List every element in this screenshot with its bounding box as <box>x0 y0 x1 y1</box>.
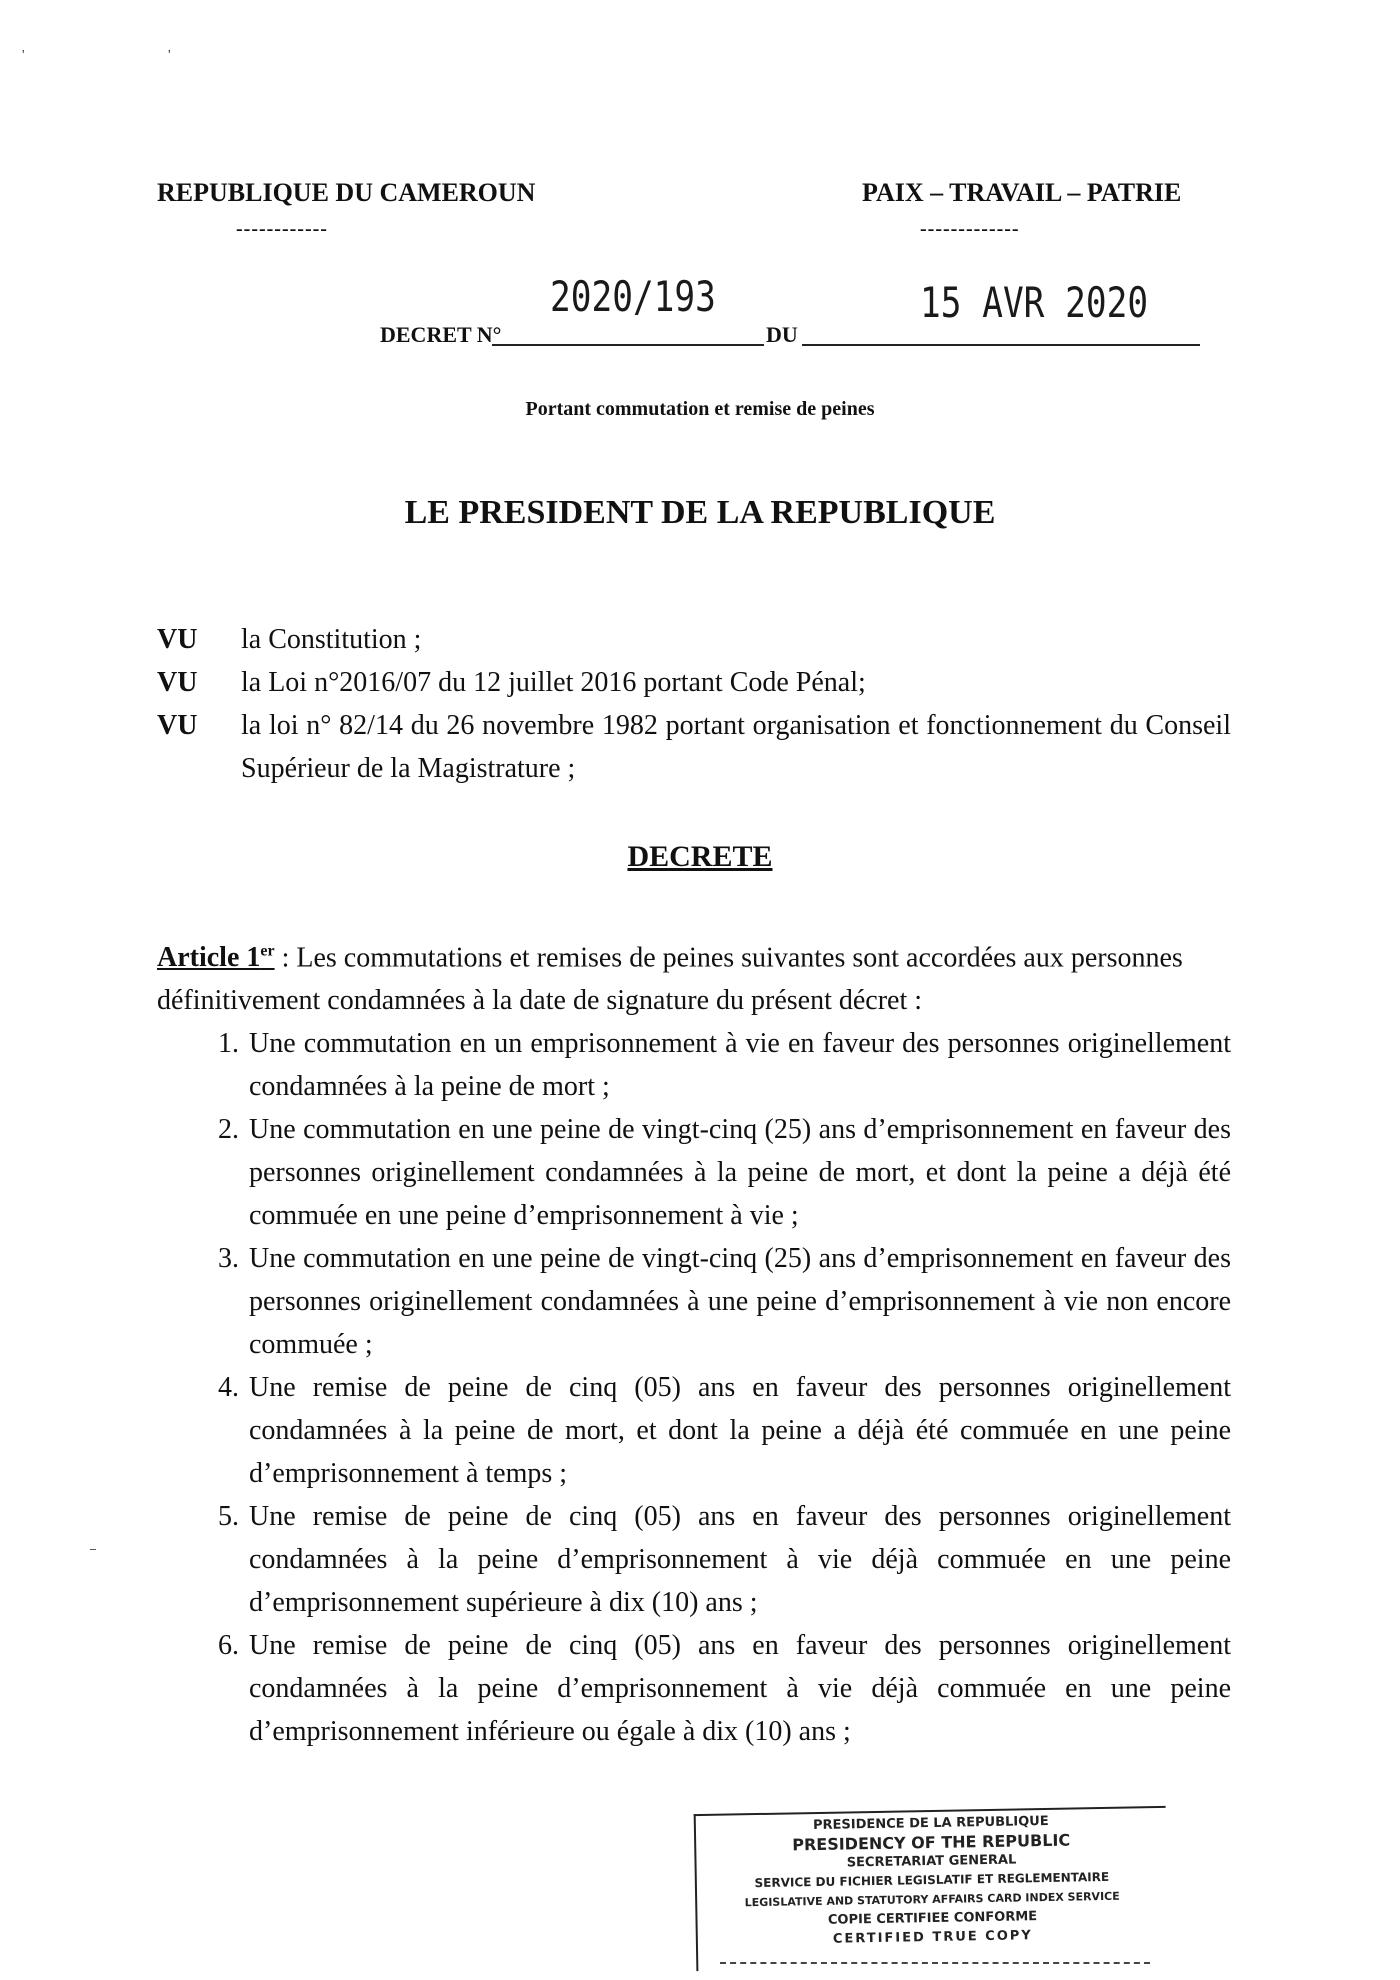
number-fill-line <box>492 344 764 346</box>
stamp-line: CERTIFIED TRUE COPY <box>832 1928 1033 1947</box>
stamp-dotted-rule <box>720 1962 1150 1964</box>
decree-number-label: DECRET N° <box>380 322 502 347</box>
list-item <box>187 1624 1231 1753</box>
handwritten-decree-number: 2020/193 <box>550 272 716 321</box>
item-number: 6. <box>218 1630 239 1662</box>
decree-subject: Portant commutation et remise de peines <box>525 398 875 420</box>
decree-number-line <box>380 272 1220 362</box>
article-1-label <box>157 942 275 973</box>
motto-underline-dashes: ------------- <box>920 218 1020 240</box>
list-item <box>187 1366 1231 1495</box>
decrete-heading: DECRETE <box>627 840 773 873</box>
date-fill-line <box>802 344 1200 346</box>
article-1-label-text: Article 1 <box>157 942 261 974</box>
scan-specks: ' ' <box>22 48 241 63</box>
vu-text: la Constitution ; <box>241 624 422 655</box>
article-1-items <box>187 1022 1231 1753</box>
item-text: Une commutation en un emprisonnement à vie en faveur des personnes originellement condamnées à la peine de mort ; <box>249 1028 1231 1103</box>
item-text: Une commutation en une peine de vingt-cinq (25) ans d’emprisonnement en faveur des personnes originellement condamnées à une peine d’emprisonnement à vie non encore commuée ; <box>249 1243 1231 1361</box>
article-1-intro <box>157 930 1231 1022</box>
vu-item <box>157 661 1231 704</box>
vu-considerations <box>157 618 1231 790</box>
vu-key: VU <box>157 710 198 741</box>
vu-text: la loi n° 82/14 du 26 novembre 1982 portant organisation et fonctionnement du Conseil Supérieur de la Magistrature ; <box>241 710 1231 784</box>
article-1 <box>157 930 1231 1753</box>
stamp-line: PRESIDENCY OF THE REPUBLIC <box>792 1830 1071 1855</box>
list-item <box>187 1495 1231 1624</box>
stamp-line: SECRETARIAT GENERAL <box>846 1852 1017 1871</box>
item-text: Une remise de peine de cinq (05) ans en faveur des personnes originellement condamnées à la peine de mort, et dont la peine a déjà été commuée en une peine d’emprisonnement à temps ; <box>249 1372 1231 1490</box>
vu-key: VU <box>157 624 198 655</box>
item-number: 1. <box>218 1028 239 1060</box>
article-1-intro-text: : Les commutations et remises de peines suivantes sont accordées aux personnes définitivement condamnées à la date de signature du présent décret : <box>157 942 1183 1017</box>
stamp-line: COPIE CERTIFIEE CONFORME <box>827 1909 1038 1928</box>
vu-text: la Loi n°2016/07 du 12 juillet 2016 portant Code Pénal; <box>241 667 866 698</box>
national-motto: PAIX – TRAVAIL – PATRIE <box>862 178 1182 207</box>
item-number: 5. <box>218 1501 239 1533</box>
item-number: 2. <box>218 1114 239 1146</box>
list-item <box>187 1237 1231 1366</box>
country-underline-dashes: ------------ <box>236 218 328 240</box>
president-heading: LE PRESIDENT DE LA REPUBLIQUE <box>404 494 996 531</box>
stamp-line: PRESIDENCE DE LA REPUBLIQUE <box>812 1813 1049 1834</box>
item-number: 4. <box>218 1372 239 1404</box>
item-text: Une remise de peine de cinq (05) ans en faveur des personnes originellement condamnées à la peine d’emprisonnement à vie déjà commuée en une peine d’emprisonnement inférieure ou égale à dix (10) ans ; <box>249 1630 1231 1748</box>
vu-key: VU <box>157 667 198 698</box>
list-item <box>187 1022 1231 1108</box>
decree-date-label: DU <box>766 322 798 347</box>
item-number: 3. <box>218 1243 239 1275</box>
stamp-line: SERVICE DU FICHIER LEGISLATIF ET REGLEMENTAIRE <box>754 1869 1110 1891</box>
list-item <box>187 1108 1231 1237</box>
stamp-line: LEGISLATIVE AND STATUTORY AFFAIRS CARD INDEX SERVICE <box>744 1889 1120 1910</box>
country-name: REPUBLIQUE DU CAMEROUN <box>157 178 536 207</box>
article-1-label-sup: er <box>260 943 275 960</box>
handwritten-decree-date: 15 AVR 2020 <box>920 278 1149 327</box>
vu-item <box>157 704 1231 790</box>
certified-copy-stamp <box>694 1806 1169 1971</box>
item-text: Une commutation en une peine de vingt-cinq (25) ans d’emprisonnement en faveur des personnes originellement condamnées à la peine de mort, et dont la peine a déjà été commuée en une peine d’emprisonnement à vie ; <box>249 1114 1231 1232</box>
scan-margin-mark <box>90 1549 96 1550</box>
item-text: Une remise de peine de cinq (05) ans en faveur des personnes originellement condamnées à la peine d’emprisonnement à vie déjà commuée en une peine d’emprisonnement supérieure à dix (10) ans ; <box>249 1501 1231 1619</box>
vu-item <box>157 618 1231 661</box>
